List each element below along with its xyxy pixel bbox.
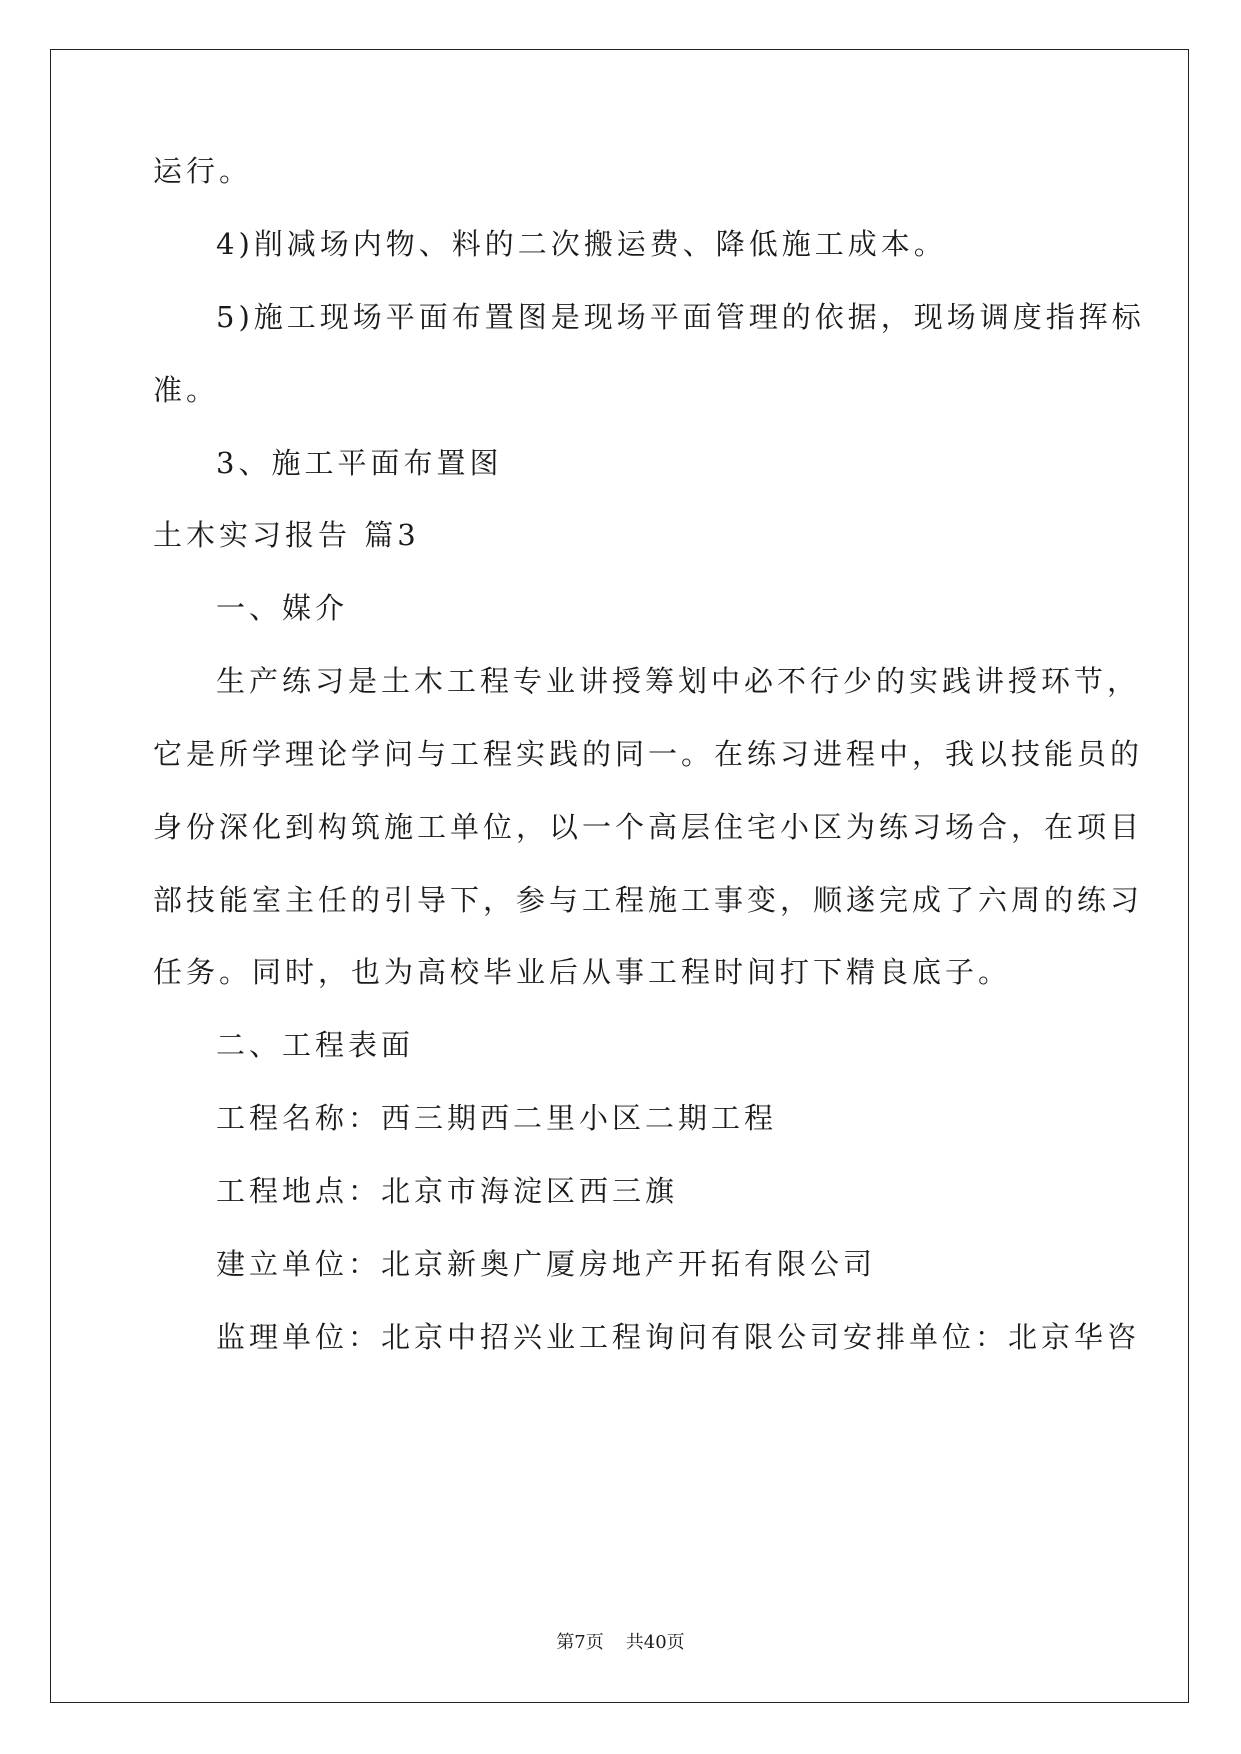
page-total: 共40页 bbox=[625, 1632, 685, 1653]
page-number: 第7页 bbox=[556, 1632, 604, 1653]
chapter-title: 土木实习报告 篇3 bbox=[153, 518, 420, 552]
body-text-line: 生产练习是土木工程专业讲授筹划中必不行少的实践讲授环节， bbox=[216, 664, 1141, 698]
page-footer bbox=[0, 1628, 1241, 1654]
body-text-line: 4)削减场内物、料的二次搬运费、降低施工成本。 bbox=[216, 227, 947, 261]
body-text-line: 任务。同时，也为高校毕业后从事工程时间打下精良底子。 bbox=[153, 955, 1012, 989]
body-text-line: 部技能室主任的引导下，参与工程施工事变，顺遂完成了六周的练习 bbox=[153, 883, 1144, 917]
body-text-line: 工程名称：西三期西二里小区二期工程 bbox=[216, 1101, 778, 1135]
body-text-line: 准。 bbox=[153, 373, 220, 407]
body-text-line: 身份深化到构筑施工单位，以一个高层住宅小区为练习场合，在项目 bbox=[153, 810, 1144, 844]
body-text-line: 它是所学理论学问与工程实践的同一。在练习进程中，我以技能员的 bbox=[153, 737, 1144, 771]
body-text-line: 监理单位：北京中招兴业工程询问有限公司安排单位：北京华咨 bbox=[216, 1320, 1141, 1354]
body-text-line: 建立单位：北京新奥广厦房地产开拓有限公司 bbox=[216, 1247, 877, 1281]
body-text-line: 工程地点：北京市海淀区西三旗 bbox=[216, 1174, 679, 1208]
section-heading: 二、工程表面 bbox=[216, 1028, 415, 1062]
section-heading: 3、施工平面布置图 bbox=[216, 446, 503, 480]
section-heading: 一、媒介 bbox=[216, 591, 349, 625]
body-text-line: 运行。 bbox=[153, 154, 253, 188]
page-border bbox=[50, 49, 1189, 1703]
body-text-line: 5)施工现场平面布置图是现场平面管理的依据，现场调度指挥标 bbox=[216, 300, 1145, 334]
